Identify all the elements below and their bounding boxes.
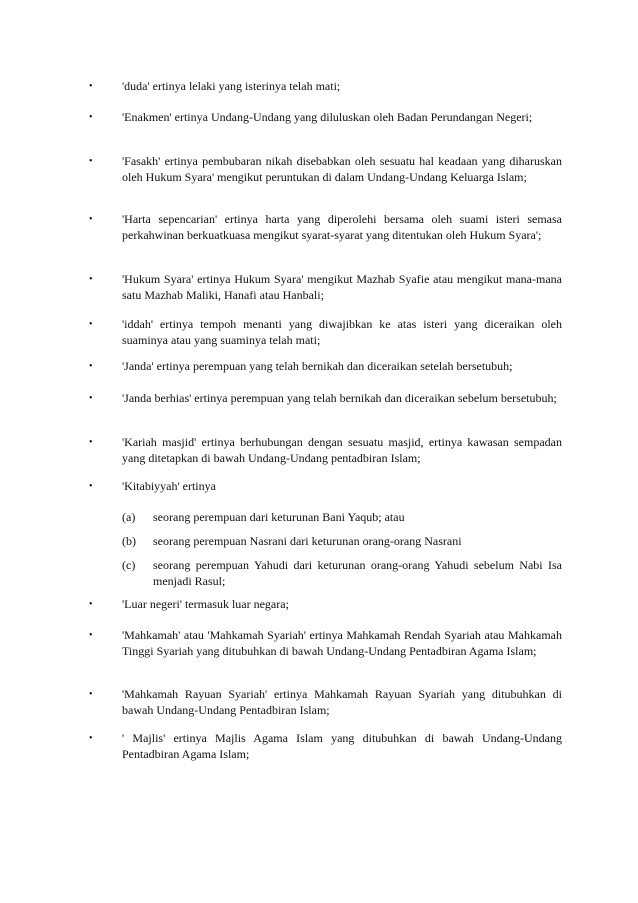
- bullet-icon: •: [89, 630, 93, 641]
- definition-text: 'Mahkamah Rayuan Syariah' ertinya Mahkamah Rayuan Syariah yang ditubuhkan di bawah Undang-Undang Pentadbiran Islam;: [122, 687, 562, 717]
- bullet-icon: •: [89, 361, 93, 372]
- sub-item-label: (b): [122, 534, 136, 548]
- sub-item-text: seorang perempuan dari keturunan Bani Yaqub; atau: [153, 510, 405, 524]
- bullet-icon: •: [89, 599, 93, 610]
- definition-text: 'iddah' ertinya tempoh menanti yang diwajibkan ke atas isteri yang diceraikan oleh suaminya atau yang suaminya telah mati;: [122, 317, 562, 347]
- sub-item-text: seorang perempuan Nasrani dari keturunan orang-orang Nasrani: [153, 534, 462, 548]
- definition-text: 'Harta sepencarian' ertinya harta yang diperolehi bersama oleh suami isteri semasa perkahwinan berkuatkuasa mengikut syarat-syarat yang ditentukan oleh Hukum Syara';: [122, 212, 562, 242]
- bullet-icon: •: [89, 689, 93, 700]
- definition-text: 'Janda berhias' ertinya perempuan yang telah bernikah dan diceraikan sebelum bersetubuh;: [122, 391, 557, 405]
- bullet-icon: •: [89, 319, 93, 330]
- definition-text: 'Hukum Syara' ertinya Hukum Syara' mengikut Mazhab Syafie atau mengikut mana-mana satu Mazhab Maliki, Hanafi atau Hanbali;: [122, 272, 562, 302]
- bullet-icon: •: [89, 393, 93, 404]
- sub-item-text: seorang perempuan Yahudi dari keturunan orang-orang Yahudi sebelum Nabi Isa menjadi Rasul;: [153, 558, 562, 588]
- definition-text: 'Kariah masjid' ertinya berhubungan dengan sesuatu masjid, ertinya kawasan sempadan yang ditetapkan di bawah Undang-Undang pentadbiran Islam;: [122, 435, 562, 465]
- bullet-icon: •: [89, 214, 93, 225]
- bullet-icon: •: [89, 481, 93, 492]
- definition-text: 'Mahkamah' atau 'Mahkamah Syariah' ertinya Mahkamah Rendah Syariah atau Mahkamah Tinggi Syariah yang ditubuhkan di bawah Undang-Undang Pentadbiran Agama Islam;: [122, 628, 562, 658]
- bullet-icon: •: [89, 112, 93, 123]
- bullet-icon: •: [89, 274, 93, 285]
- definition-text: ' Majlis' ertinya Majlis Agama Islam yang ditubuhkan di bawah Undang-Undang Pentadbiran Agama Islam;: [122, 731, 562, 761]
- definition-text: 'Fasakh' ertinya pembubaran nikah disebabkan oleh sesuatu hal keadaan yang diharuskan oleh Hukum Syara' mengikut peruntukan di dalam Undang-Undang Keluarga Islam;: [122, 154, 562, 184]
- definition-text: 'duda' ertinya lelaki yang isterinya telah mati;: [122, 79, 341, 93]
- bullet-icon: •: [89, 81, 93, 92]
- sub-item-label: (c): [122, 558, 136, 572]
- definition-text: 'Enakmen' ertinya Undang-Undang yang diluluskan oleh Badan Perundangan Negeri;: [122, 110, 533, 124]
- definition-text: 'Luar negeri' termasuk luar negara;: [122, 597, 289, 611]
- definition-text: 'Janda' ertinya perempuan yang telah bernikah dan diceraikan setelah bersetubuh;: [122, 359, 513, 373]
- bullet-icon: •: [89, 437, 93, 448]
- bullet-icon: •: [89, 156, 93, 167]
- definition-text: 'Kitabiyyah' ertinya: [122, 479, 216, 493]
- bullet-icon: •: [89, 733, 93, 744]
- sub-item-label: (a): [122, 510, 136, 524]
